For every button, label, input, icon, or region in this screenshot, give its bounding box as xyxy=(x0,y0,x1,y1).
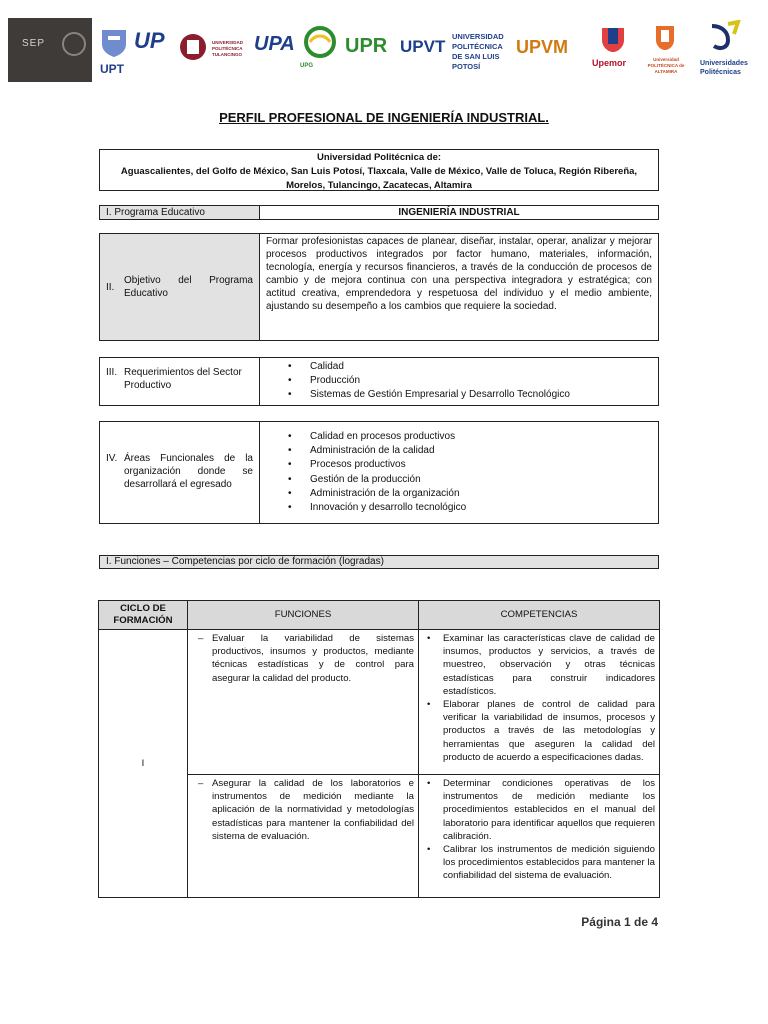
header-funciones: FUNCIONES xyxy=(188,601,419,630)
objetivo-label: Objetivo del Programa Educativo xyxy=(124,275,253,299)
logo-universidades-politecnicas: Universidades Politécnicas xyxy=(700,20,762,59)
upalt-emblem-icon xyxy=(654,24,676,52)
requerimientos-label: Requerimientos del Sector Productivo xyxy=(124,367,242,391)
requerimientos-label-cell xyxy=(100,358,260,405)
ciclo-cell: I xyxy=(99,630,188,898)
upt-tulancingo-emblem-icon xyxy=(178,32,208,62)
objetivo-row xyxy=(99,233,659,341)
list-item: • Procesos productivos xyxy=(310,458,658,472)
university-line-1: Universidad Politécnica de: xyxy=(316,152,442,163)
funcion-cell xyxy=(188,775,419,898)
competencia-item: • Examinar las características clave de calidad de insumos, productos y servicios, a través de muestreo, observación y otras técnicas estadísticas para construir indicadores estadísticos. xyxy=(423,632,655,698)
logo-up: UP xyxy=(134,28,165,53)
universidades-politecnicas-emblem-icon xyxy=(706,20,746,54)
programa-value: INGENIERÍA INDUSTRIAL xyxy=(398,207,520,218)
logo-upt: UPT xyxy=(100,28,128,80)
requerimientos-list-cell xyxy=(260,358,658,405)
competencias-cell xyxy=(419,630,660,775)
page-number: Página 1 de 4 xyxy=(581,915,658,929)
funcion-text: – Evaluar la variabilidad de sistemas productivos, insumos y productos, mediante técnicas estadísticas y de control para asegurar la calidad del producto. xyxy=(192,632,414,685)
areas-label-cell xyxy=(100,422,260,523)
logo-upalt: Universidad POLITÉCNICA de ALTAMIRA xyxy=(644,24,688,57)
list-item: • Producción xyxy=(310,374,658,388)
funciones-heading: I. Funciones – Competencias por ciclo de formación (logradas) xyxy=(99,555,659,569)
requerimientos-list xyxy=(260,360,658,403)
competencia-item: • Calibrar los instrumentos de medición siguiendo los procedimientos establecidos para mantener la confiabilidad del sistema de evaluación. xyxy=(423,843,655,883)
areas-list-cell xyxy=(260,422,658,523)
table-row xyxy=(99,630,660,775)
objetivo-label-cell xyxy=(100,234,260,340)
list-item: • Administración de la calidad xyxy=(310,444,658,458)
competencia-item: • Elaborar planes de control de calidad para verificar la variabilidad de insumos, procesos y productos a través de las metodologías y herramientas que aseguren la calidad del producto de acuerdo a especificaciones dadas. xyxy=(423,698,655,764)
list-item: • Sistemas de Gestión Empresarial y Desarrollo Tecnológico xyxy=(310,388,658,402)
competencias-table xyxy=(98,600,660,898)
list-item: • Innovación y desarrollo tecnológico xyxy=(310,501,658,515)
funcion-cell xyxy=(188,630,419,775)
header-competencias: COMPETENCIAS xyxy=(419,601,660,630)
logo-upg: UPG xyxy=(300,26,342,72)
list-item: • Calidad en procesos productivos xyxy=(310,430,658,444)
sep-label: SEP xyxy=(22,38,46,49)
requerimientos-num: III. xyxy=(106,367,118,378)
university-box xyxy=(99,149,659,191)
upt-shield-icon xyxy=(100,28,128,58)
university-line-2: Aguascalientes, del Golfo de México, San Luis Potosí, Tlaxcala, Valle de México, Valle de Toluca, Región Ribereña, xyxy=(120,166,638,177)
objetivo-text: Formar profesionistas capaces de planear, diseñar, instalar, operar, analizar y mejorar procesos productivos integrados por factor humano, materiales, información, tecnología, energía y recursos financieros, a través de la conducción de procesos de cambio y de mejora continua con una perspectiva integradora y estratégica; con actitud creativa, emprendedora y respetuosa del individuo y el medio ambiente, ajustando su desempeño a los cambios que requiere la sociedad. xyxy=(266,236,652,313)
requerimientos-row xyxy=(99,357,659,406)
areas-row xyxy=(99,421,659,524)
university-line-3: Morelos, Tulancingo, Zacatecas, Altamira xyxy=(286,180,472,191)
competencia-item: • Determinar condiciones operativas de los instrumentos de medición mediante los procedimientos establecidos en el manual del laboratorio para identificar aquellos que requieren calibración. xyxy=(423,777,655,843)
upemor-emblem-icon xyxy=(600,26,626,54)
page-title: PERFIL PROFESIONAL DE INGENIERÍA INDUSTRIAL. xyxy=(219,110,549,125)
competencias-cell xyxy=(419,775,660,898)
areas-label: Áreas Funcionales de la organización donde se desarrollará el egresado xyxy=(124,453,253,490)
table-header-row xyxy=(99,601,660,630)
list-item: • Calidad xyxy=(310,360,658,374)
funcion-text: – Asegurar la calidad de los laboratorios e instrumentos de medición mediante la aplicación de la normatividad y metodologías estadísticas para mantener la confiabilidad del sistema de evaluación. xyxy=(192,777,414,843)
upg-emblem-icon xyxy=(300,26,340,58)
programa-label: I. Programa Educativo xyxy=(100,206,260,219)
list-item: • Gestión de la producción xyxy=(310,473,658,487)
logo-upemor: Upemor xyxy=(592,26,636,59)
mexico-seal-icon xyxy=(62,32,86,56)
logo-upt-tulancingo: UNIVERSIDAD POLITÉCNICA TULANCINGO xyxy=(178,32,250,72)
objetivo-num: II. xyxy=(106,281,115,293)
areas-num: IV. xyxy=(106,453,118,464)
areas-list xyxy=(260,430,658,515)
header-ciclo: CICLO DE FORMACIÓN xyxy=(99,601,188,630)
list-item: • Administración de la organización xyxy=(310,487,658,501)
programa-row xyxy=(99,205,659,220)
